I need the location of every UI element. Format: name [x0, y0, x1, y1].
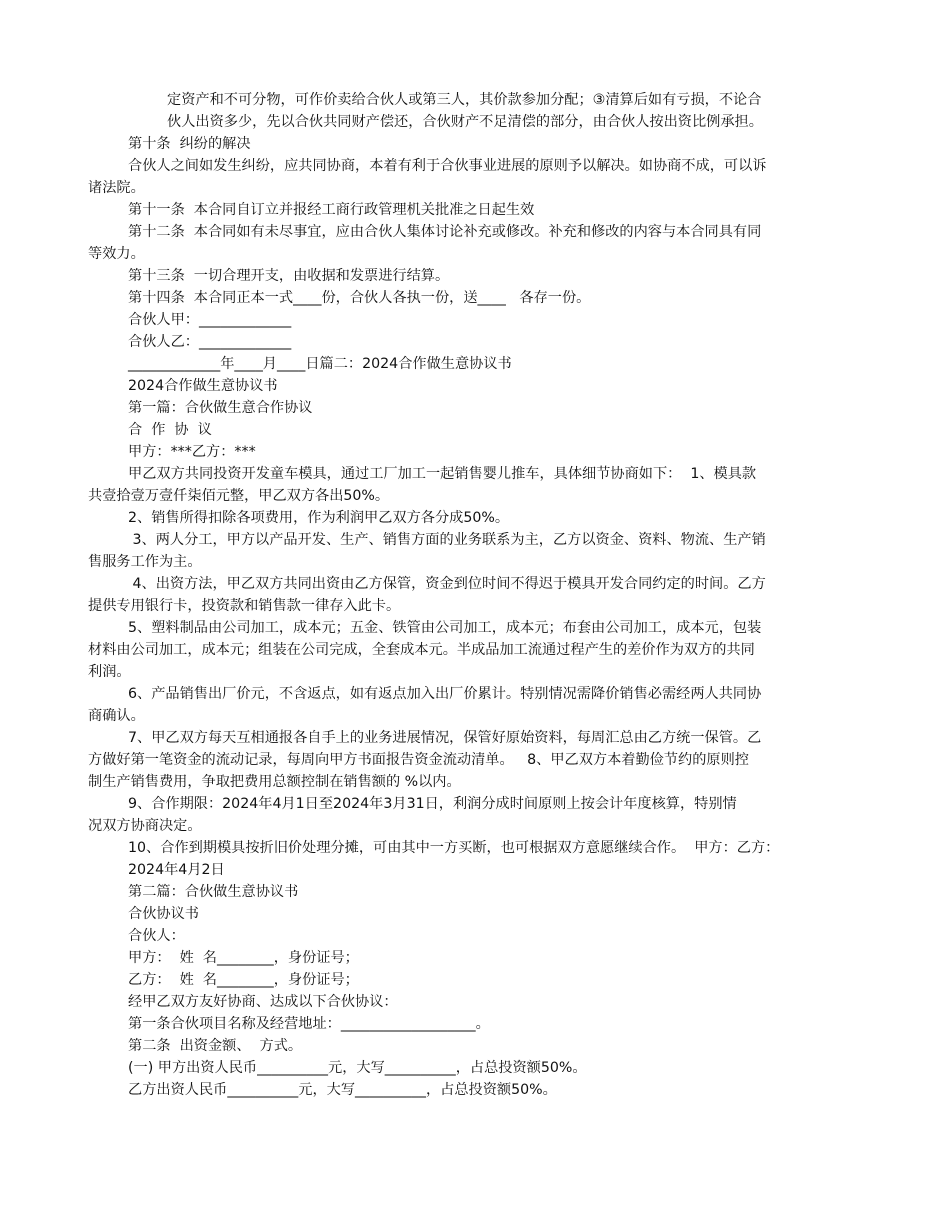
- date-line: _____________年____月____日篇二：2024合作做生意协议书: [128, 356, 512, 372]
- text-line: 况双方协商决定。: [88, 818, 202, 834]
- text-line: 商确认。: [88, 708, 145, 724]
- text-line: 诸法院。: [88, 180, 145, 196]
- signature-line: 合伙人乙：_____________: [128, 334, 292, 350]
- article-heading: 第二条 出资金额、 方式。: [128, 1038, 303, 1054]
- text-line: 定资产和不可分物，可作价卖给合伙人或第三人，其价款参加分配；③清算后如有亏损，不论合: [167, 92, 762, 108]
- text-line: 售服务工作为主。: [88, 554, 202, 570]
- text-line: 第十二条 本合同如有未尽事宜，应由合伙人集体讨论补充或修改。补充和修改的内容与本合同具有同: [128, 224, 762, 240]
- agreement-title: 合 作 协 议: [128, 422, 212, 438]
- article-heading: 第十条 纠纷的解决: [128, 136, 251, 152]
- text-line: 经甲乙双方友好协商、达成以下合伙协议：: [128, 994, 398, 1010]
- text-line: 9、合作期限：2024年4月1日至2024年3月31日，利润分成时间原则上按会计年度核算，特别情: [128, 796, 737, 812]
- text-line: 提供专用银行卡，投资款和销售款一律存入此卡。: [88, 598, 401, 614]
- party-info-line: 甲方： 姓 名________，身份证号；: [128, 950, 359, 966]
- text-line: 乙方出资人民币__________元，大写__________，占总投资额50%。: [128, 1082, 557, 1098]
- text-line: 第一条合伙项目名称及经营地址：___________________。: [128, 1016, 490, 1032]
- text-line: 等效力。: [88, 246, 145, 262]
- text-line: 合伙人之间如发生纠纷，应共同协商，本着有利于合伙事业进展的原则予以解决。如协商不成，可以诉: [128, 158, 767, 174]
- text-line: 材料由公司加工，成本元；组装在公司完成，全套成本元。半成品加工流通过程产生的差价作为双方的共同: [88, 642, 755, 658]
- text-line: 3、两人分工，甲方以产品开发、生产、销售方面的业务联系为主，乙方以资金、资料、物流、生产销: [128, 532, 766, 548]
- text-line: 10、合作到期模具按折旧价处理分摊，可由其中一方买断，也可根据双方意愿继续合作。 甲方：乙方：: [128, 840, 780, 856]
- text-line: 第十四条 本合同正本一式____份，合伙人各执一份，送____ 各存一份。: [128, 290, 591, 306]
- text-line: 6、产品销售出厂价元，不含返点，如有返点加入出厂价累计。特别情况需降价销售必需经两人共同协: [128, 686, 762, 702]
- parties-line: 甲方：***乙方：***: [128, 444, 256, 460]
- date-line: 2024年4月2日: [128, 862, 225, 878]
- agreement-title: 合伙协议书: [128, 906, 199, 922]
- text-line: (一) 甲方出资人民币__________元，大写__________，占总投资额50%。: [128, 1060, 587, 1076]
- signature-line: 合伙人甲：_____________: [128, 312, 292, 328]
- text-line: 伙人出资多少，先以合伙共同财产偿还，合伙财产不足清偿的部分，由合伙人按出资比例承担。: [167, 114, 763, 130]
- section-heading: 第二篇：合伙做生意协议书: [128, 884, 299, 900]
- text-line: 7、甲乙双方每天互相通报各自手上的业务进展情况，保管好原始资料，每周汇总由乙方统一保管。乙: [128, 730, 762, 746]
- section-heading: 第一篇：合伙做生意合作协议: [128, 400, 313, 416]
- document-title: 2024合作做生意协议书: [128, 378, 278, 394]
- text-line: 5、塑料制品由公司加工，成本元；五金、铁管由公司加工，成本元；布套由公司加工，成本元，包装: [128, 620, 762, 636]
- text-line: 甲乙双方共同投资开发童车模具，通过工厂加工一起销售婴儿推车，具体细节协商如下： 1、模具款: [128, 466, 757, 482]
- text-line: 第十一条 本合同自订立并报经工商行政管理机关批准之日起生效: [128, 202, 535, 218]
- party-info-line: 乙方： 姓 名________，身份证号；: [128, 972, 359, 988]
- text-line: 利润。: [88, 664, 131, 680]
- text-line: 第十三条 一切合理开支，由收据和发票进行结算。: [128, 268, 450, 284]
- text-line: 2、销售所得扣除各项费用，作为利润甲乙双方各分成50%。: [128, 510, 510, 526]
- text-line: 合伙人：: [128, 928, 185, 944]
- text-line: 制生产销售费用，争取把费用总额控制在销售额的 %以内。: [88, 774, 461, 790]
- text-line: 4、出资方法，甲乙双方共同出资由乙方保管，资金到位时间不得迟于模具开发合同约定的时间。乙方: [128, 576, 766, 592]
- text-line: 共壹拾壹万壹仟柒佰元整，甲乙双方各出50%。: [88, 488, 390, 504]
- text-line: 方做好第一笔资金的流动记录，每周向甲方书面报告资金流动清单。 8、甲乙双方本着勤俭节约的原则控: [88, 752, 749, 768]
